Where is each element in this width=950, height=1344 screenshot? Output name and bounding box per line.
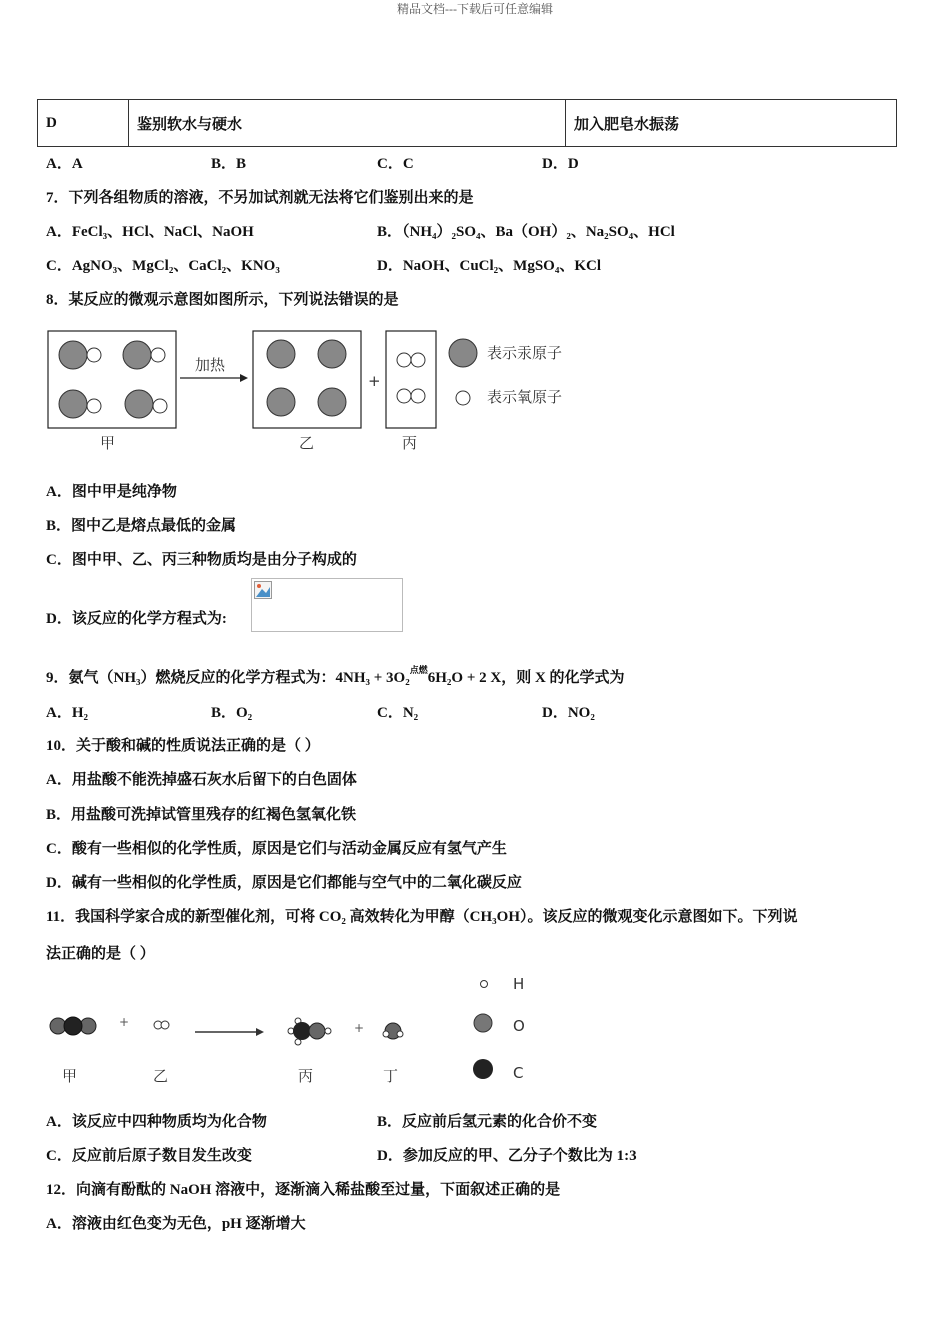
broken-image-icon bbox=[254, 581, 272, 599]
q8-option-b: B．图中乙是熔点最低的金属 bbox=[46, 518, 237, 534]
q9-option-d: D．NO₂ bbox=[542, 705, 595, 721]
table-cell: 加入肥皂水振荡 bbox=[566, 100, 897, 147]
table-cell: 鉴别软水与硬水 bbox=[129, 100, 566, 147]
q9-option-c: C．N₂ bbox=[377, 705, 419, 721]
q8-label-yi: 乙 bbox=[299, 434, 315, 452]
page-header: 精品文档---下载后可任意编辑 bbox=[397, 2, 553, 16]
q6-option-c: C．C bbox=[377, 156, 414, 172]
q11-label-ding: 丁 bbox=[383, 1067, 399, 1085]
q9-option-b: B．O₂ bbox=[211, 705, 253, 721]
q9-stem-post: 6H₂O + 2 X，则 X 的化学式为 bbox=[427, 670, 625, 686]
broken-image-placeholder bbox=[251, 578, 403, 632]
q9-option-a: A．H₂ bbox=[46, 705, 88, 721]
q11-stem-line1: 11．我国科学家合成的新型催化剂，可将 CO₂ 高效转化为甲醇（CH₃OH）。该反应的微观变化示意图如下。下列说 bbox=[46, 909, 798, 925]
q9-condition: 点燃 bbox=[409, 665, 428, 675]
q6-option-d: D．D bbox=[542, 156, 579, 172]
table-cell: D bbox=[38, 100, 129, 147]
q11-option-b: B．反应前后氢元素的化合价不变 bbox=[377, 1114, 598, 1130]
svg-text:+: + bbox=[119, 1015, 130, 1029]
q11-stem-line2: 法正确的是（ ） bbox=[46, 946, 155, 962]
table-row bbox=[38, 100, 897, 147]
answer-table bbox=[37, 99, 897, 147]
q6-option-a: A．A bbox=[46, 156, 83, 172]
q10-option-b: B．用盐酸可洗掉试管里残存的红褐色氢氧化铁 bbox=[46, 807, 357, 823]
q11-label-yi: 乙 bbox=[153, 1067, 169, 1085]
q9-stem bbox=[46, 666, 625, 687]
q10-stem: 10．关于酸和碱的性质说法正确的是（ ） bbox=[46, 738, 320, 754]
q11-option-c: C．反应前后原子数目发生改变 bbox=[46, 1148, 252, 1164]
q11-label-bing: 丙 bbox=[298, 1067, 314, 1085]
q11-legend-o: O bbox=[513, 1017, 525, 1035]
q7-option-c: C．AgNO₃、MgCl₂、CaCl₂、KNO₃ bbox=[46, 258, 280, 274]
q11-label-jia: 甲 bbox=[62, 1067, 78, 1085]
q8-option-a: A．图中甲是纯净物 bbox=[46, 484, 177, 500]
q8-arrow-label: 加热 bbox=[195, 356, 226, 374]
q10-option-c: C．酸有一些相似的化学性质，原因是它们与活动金属反应有氢气产生 bbox=[46, 841, 507, 857]
q8-option-d: D．该反应的化学方程式为: bbox=[46, 611, 227, 627]
q7-option-a: A．FeCl₃、HCl、NaCl、NaOH bbox=[46, 224, 254, 240]
q10-option-d: D．碱有一些相似的化学性质，原因是它们都能与空气中的二氧化碳反应 bbox=[46, 875, 522, 891]
q12-option-a: A．溶液由红色变为无色，pH 逐渐增大 bbox=[46, 1216, 306, 1232]
q7-stem: 7．下列各组物质的溶液，不另加试剂就无法将它们鉴别出来的是 bbox=[46, 190, 474, 206]
svg-text:+: + bbox=[354, 1021, 365, 1035]
q8-legend-mercury: 表示汞原子 bbox=[487, 344, 563, 362]
q8-label-bing: 丙 bbox=[402, 434, 418, 452]
q9-stem-pre: 9．氨气（NH₃）燃烧反应的化学方程式为：4NH₃ + 3O₂ bbox=[46, 670, 410, 686]
q12-stem: 12．向滴有酚酞的 NaOH 溶液中，逐渐滴入稀盐酸至过量，下面叙述正确的是 bbox=[46, 1182, 561, 1198]
q10-option-a: A．用盐酸不能洗掉盛石灰水后留下的白色固体 bbox=[46, 772, 357, 788]
q7-option-b: B．（NH₄）₂SO₄、Ba（OH）₂、Na₂SO₄、HCl bbox=[377, 224, 675, 240]
q7-option-d: D．NaOH、CuCl₂、MgSO₄、KCl bbox=[377, 258, 602, 274]
q8-legend-oxygen: 表示氧原子 bbox=[487, 388, 563, 406]
q11-legend-h: H bbox=[513, 975, 525, 993]
q8-stem: 8．某反应的微观示意图如图所示，下列说法错误的是 bbox=[46, 292, 399, 308]
q11-legend-c: C bbox=[513, 1064, 524, 1082]
q8-label-jia: 甲 bbox=[100, 434, 116, 452]
q8-plus: + bbox=[368, 372, 381, 390]
q11-option-a: A．该反应中四种物质均为化合物 bbox=[46, 1114, 267, 1130]
q6-option-b: B．B bbox=[211, 156, 247, 172]
q11-option-d: D．参加反应的甲、乙分子个数比为 1:3 bbox=[377, 1148, 637, 1164]
q8-option-c: C．图中甲、乙、丙三种物质均是由分子构成的 bbox=[46, 552, 357, 568]
